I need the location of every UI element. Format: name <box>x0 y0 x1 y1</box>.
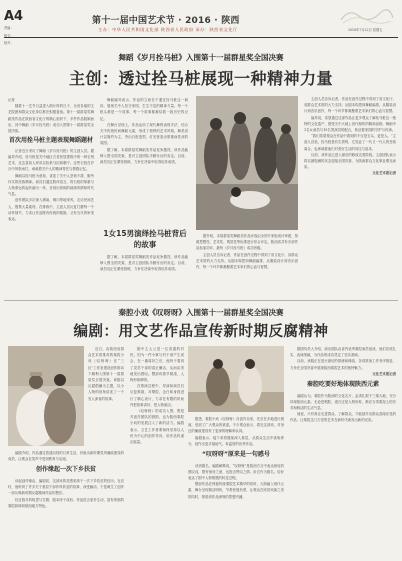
article1-headline: 主创：透过拴马桩展现一种精神力量 <box>68 69 333 88</box>
article1-col3-paragraph: 主创人员告诉记者，作品在创作过程中得到了省文化厅、省群众艺术馆的大力支持。从剧本构思到舞蹈编排，从服装设计到音乐创作，每一个环节都凝聚着艺术家们的心血与智慧。 <box>196 252 298 270</box>
article2-col3-paragraph: 编剧表示，接下来将继续深入基层，从群众生活中汲取养分，创作出更多接地气、有温度的优秀作品。 <box>188 435 284 446</box>
article1-subheading: 首次用拴马桩主题表现舞蹈题材 <box>8 137 93 145</box>
article1-kicker: 舞蹈《岁月拴马桩》入围第十一届群星奖全国决赛 <box>118 53 284 62</box>
article1-col1-paragraph: 记者近日采访了舞蹈《岁月拴马桩》的主创人员。据编导介绍，拴马桩是关中地区古老民居建筑中的一种石刻艺术，过去富裕人家用以拴系马匹和骡子。这些石桩在岁月中风吹雨打，承载着关中人的精神寄托与情感记忆。 <box>8 148 94 172</box>
article1-column-1 <box>8 97 94 295</box>
opera-photo-image <box>8 346 84 446</box>
article2-col2-paragraph: 《叹呀呀》的成功入围，既是对创作团队的鼓励，也为陕西秦腔小戏的发展注入了新的活力。编剧表示，文艺工作者要始终坚持以人民为中心的创作导向，用作品传递正能量。 <box>130 409 184 445</box>
article1-photo-caption: 1女15男演绎拴马桩背后的故事 <box>103 229 187 249</box>
article2-kicker: 秦腔小戏《叹呀呀》入围第十一届群星奖全国决赛 <box>118 308 284 317</box>
article2-col2-paragraph: 在排演过程中，导演和演员们反复推敲，对唱腔、念白和身段进行了精心设计，力求在有限的时间内把故事讲好、把人物演活。 <box>130 384 184 407</box>
article2-column-1a <box>88 346 124 446</box>
article2-column-4 <box>290 346 396 554</box>
article1-col4-paragraph: 目前，该作品已进入最后的修改完善阶段。主创团队表示将以最饱满的状态迎接全国决赛，为陕西群众文化事业增光添彩。 <box>304 152 396 170</box>
dance-photo-image <box>196 96 298 230</box>
article-separator <box>4 300 398 301</box>
article1-byline: 记者 <box>8 98 15 102</box>
article2-column-2 <box>130 346 184 554</box>
article1-column-4 <box>304 96 396 295</box>
article1-col3-paragraph: 据介绍，本届群星奖舞蹈类作品评选由全国专家组成评审团，按照思想性、艺术性、观赏性等标准进行综合评定。陕西省共有多部作品参加初评，最终《岁月拴马桩》成功晋级。 <box>196 234 298 251</box>
article1-col4-paragraph: 主创人员告诉记者，作品在创作过程中得到了省文化厅、省群众艺术馆的大力支持。从剧本构思到舞蹈编排，从服装设计到音乐创作，每一个环节都凝聚着艺术家们的心血与智慧。 <box>304 97 396 114</box>
article2-signature: 文化艺术报记者 <box>372 371 396 376</box>
article2-col2-paragraph: 剧中主人公是一位普通的村民，因为一件小事与村干部产生误会，在一番周折之后，他终于看到了党员干部的清正廉洁，从而由衷地发出感叹。整部戏情节紧凑，人物形象鲜明。 <box>130 347 184 383</box>
article1-col1-paragraph: 创作团队多次深入渭南、铜川等地采风，走访民间艺人，搜集大量素材。在排练中，主创人员反复打磨每一个动作细节，力求让作品既有传统的根脉，又有当代的审美表达。 <box>8 198 94 221</box>
page-header-title: 第十一届中国艺术节 · 2016 · 陕西 <box>92 16 240 26</box>
article1-signature: 文化艺术报记者 <box>372 171 396 176</box>
article1-col2-paragraph: 舞蹈编导表示，作品的立意在于通过拴马桩这一载体，展现关中人坚守家园、生生不息的精神力量。每一个桩头都是一个故事，每一个故事都凝结着一段历史的记忆。 <box>100 98 188 121</box>
article1-column-2 <box>100 97 188 224</box>
article2-col3-paragraph: 据悉，秦腔小戏《叹呀呀》自创作以来，先后在多地进行展演，受到了广大观众的欢迎。不少观众表示，看完这部戏，对身边的廉政建设有了更深的理解和认同。 <box>188 417 284 434</box>
article2-col1a-paragraph: 近日，由陕西省群众艺术馆推荐的秦腔小戏《叹呀呀》在“三区”工作室建设创作推动下顺利入围第十一届群星奖全国决赛。该剧以反腐倡廉为主题，以小人物的视角讲述了一个发人深省的故事。 <box>88 347 124 401</box>
article2-col1-paragraph: 经过数月的构思与打磨，剧本终于成形。作品语言质朴生动，富有浓郁的秦腔韵味和陕西地方特色。 <box>8 497 124 508</box>
article2-col1-paragraph: 编剧介绍，作品通过普通百姓的日常生活，折射出新时期党风廉政建设的成效，让观众在笑声中受到教育与启迪。 <box>8 451 124 462</box>
issue-date: 2016年7月22日 星期五 <box>348 28 383 32</box>
masthead-logo <box>339 6 395 26</box>
article2-column-1 <box>8 450 124 554</box>
article2-col1-paragraph: 谈起创作缘由，编剧说，这部戏的灵感来源于一次下乡扶贫的经历。在农村，他听到了许多关于基层干部作风转变的故事，深受触动，于是萌生了创作一部反映新时期反腐精神作品的想法。 <box>8 478 124 496</box>
article2-col4-paragraph: 目前，该剧正在进行最后的排练和修改，各项准备工作有序推进，力争在全国决赛中展现陕西秦腔艺术的独特魅力。 <box>290 359 396 370</box>
article1-col2b-paragraph: 据了解，本届群星奖舞蹈类作品竞争激烈，该作品能够入围全国决赛，是对主创团队辛勤付出的肯定。目前，演员们正在紧张排练，力争在决赛中取得优异成绩。 <box>100 255 188 272</box>
stage-photo-image <box>188 346 284 412</box>
proof-line: 校对： <box>4 41 14 45</box>
article2-col4-paragraph: 他说，只有真正走进群众、了解群众，才能创作出群众喜闻乐见的作品，让秦腔这门古老的艺术在新时代焕发出新的光彩。 <box>290 412 396 423</box>
article2-col4-paragraph: 剧团负责人介绍，演出团队由省内优秀秦腔演员组成，他们功底扎实、表演细腻，为作品的成功奠定了坚实基础。 <box>290 347 396 358</box>
article1-col4-paragraph: 编导说，希望通过这部作品让更多观众了解拴马桩这一独特的文化遗产，感受关中大地上世代相传的精神品格。舞蹈中1名女演员与15名男演员的配合，象征着家园的守护与传承。 <box>304 115 396 133</box>
page-header-organizers: 主办：中华人民共和国文化部 陕西省人民政府 承办：陕西省文化厅 <box>98 27 238 32</box>
article1-col2-paragraph: 在舞台呈现上，作品运用了现代舞的表现手法，结合关中传统民间舞蹈元素，形成了独特的艺术风格。舞美设计以简约为主，突出石桩造型，灯光营造出厚重而苍凉的氛围。 <box>100 122 188 146</box>
article2-subheading-3: 秦腔吃要好地体现陕西元素 <box>306 381 379 389</box>
header-rule <box>4 37 398 38</box>
article1-col2-paragraph: 据了解，本届群星奖舞蹈类作品竞争激烈，该作品能够入围全国决赛，是对主创团队辛勤付出的肯定。目前，演员们正在紧张排练，力争在决赛中取得优异成绩。 <box>100 147 188 165</box>
article1-column-3 <box>196 233 298 295</box>
article2-col3-paragraph: 谈到剧名，编剧解释说，“叹呀呀”是陕西方言中表达惊叹的感叹词，既有惊讶之意，也饱含赞叹之情。用它作为剧名，恰好表达了剧中人物情感的转变过程。 <box>188 463 284 480</box>
editor-line: 责编： <box>4 26 14 30</box>
layout-line: 版式： <box>4 33 14 38</box>
article2-col4-paragraph: 编剧认为，秦腔作为陕西的文化名片，必须扎根于三秦大地，充分体现陕西元素。无论是唱腔、道白还是人物形象，都应当带着泥土的芬芳和鲜活的生活气息。 <box>290 393 396 410</box>
article1-col4-paragraph: “我们希望观众在作品中看到的不仅是石头，更是人。”主创人员说，拴马桩是有生命的，它见证了一代又一代人的悲欢离合，也承载着他们对美好生活的向往与追求。 <box>304 134 396 151</box>
article2-col3-paragraph: 整部作品在保留传统秦腔艺术精华的同时，大胆融入现代元素，舞台呈现简洁明快，节奏张弛有度，让观众在欣赏戏曲之美的同时，领悟到作品深刻的思想内涵。 <box>188 482 284 499</box>
article2-subheading-1: 创作缘起一次下乡扶贫 <box>35 466 96 474</box>
article2-headline: 编剧：用文艺作品宣传新时期反腐精神 <box>73 324 329 340</box>
article2-opera-photo <box>8 346 84 446</box>
article1-dance-photo <box>196 96 298 230</box>
article2-subheading-2: “叹呀呀”原来是一句感号 <box>202 451 270 459</box>
article1-col1-paragraph: 随着十一艺节日益进入倒计时的日子，全省各地的文艺院团和群众文化单位都在积极备战。第十一届群星奖舞蹈类作品在陕西省文化厅的精心组织下，多件作品脱颖而出，其中舞蹈《岁月拴马桩》成功入围第十一届群星奖全国决赛。 <box>8 104 94 134</box>
article1-column-2b <box>100 254 188 295</box>
page-number: A4 <box>4 9 24 24</box>
article2-column-3 <box>188 416 284 554</box>
article2-stage-photo <box>188 346 284 412</box>
page-header-left <box>4 10 42 46</box>
article1-col1-paragraph: 舞蹈以拴马桩为意象，讲述了关中人坚韧不拔、勤劳朴实的民族精神。演员们通过肢体语言，将石桩的厚重与人物命运的起伏融为一体，呈现出浓郁的地域风情和时代气息。 <box>8 173 94 197</box>
